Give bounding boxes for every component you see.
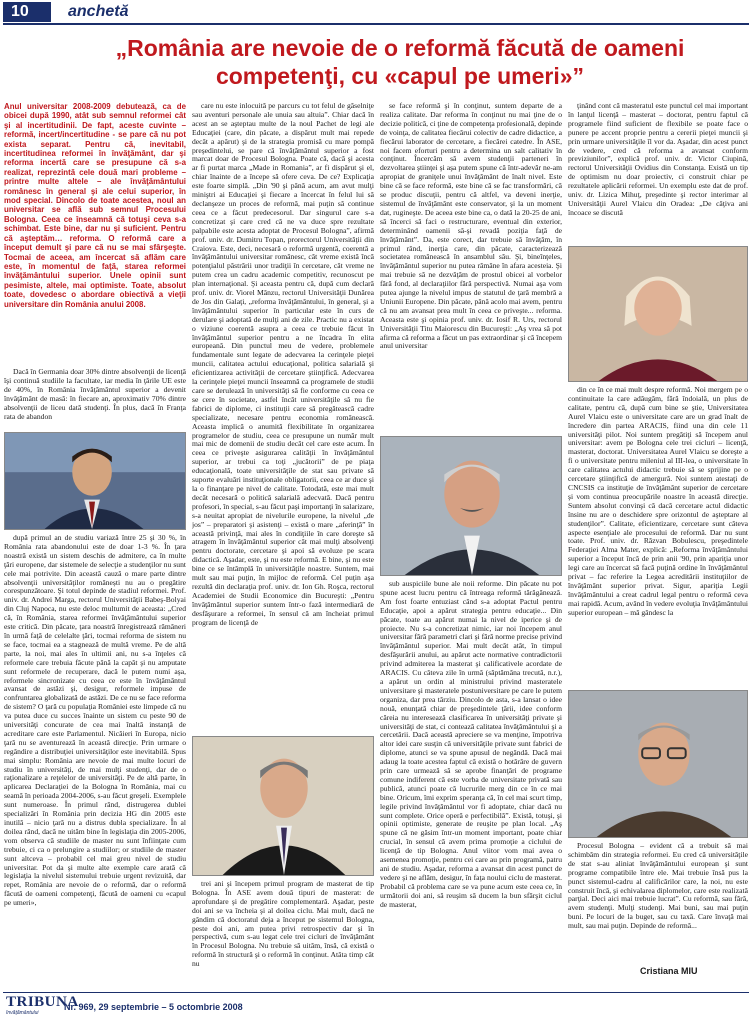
col4-bottom-text: Procesul Bologna – evident că a trebuit să mai schimbăm din strategia reformei. Eu cred că universităţile de stat s-au aliniat învăţământului european şi sunt programe compatibile între ele. Mai trebuie însă pus la punct sistemul-cadru al calificărilor care, la noi, nu este construit încă, şi echivalarea diplomelor, care este realizată parţial. Deci aici mai trebuie lucrat”. Cu reformă, sau fără, avem studenţi. Mulţi studenţi. Mai buni, sau mai puţin buni. Pe locuri de la buget, sau cu taxă. Care învaţă mai mult, sau mai puţin. Depinde de reformă... — [568, 842, 748, 931]
col2-top-text: care nu este inlocuită pe parcurs cu tot felul de găselniţe sau aventuri personale ale unuia sau altuia”. Chiar dacă în acest an se aşteptau multe de la noul Pachet de legi ale Educaţiei (care, din păcate, a dispărut mult mai repede decât a apărut) şi de la strategia promisă cu mare pompă preşedintelui, se pare că învăţământul superior a fost marcat doar de Procesul Bologna. Poate că, dacă şi acesta ar fi purtat marca „Made in Romania”, ar fi dispărut şi el, chiar înainte de a începe să ofere ceva. De ce? Explicaţia este foarte simplă. „Din '90 şi până acum, am avut mulţi miniştri ai Educaţiei şi fiecare a încercat în felul lui să declanşeze un proces de reformă, mai puţin să continue ceea ce a făcut predecesorul. Dar singurul care s-a concretizat şi care cred că ne va duce spre rezultate palpabile este acesta adoptat de Procesul Bologna”, afirmă prof. univ. dr. Dumitru Topan, prorectorul Universităţii din Craiova. Este, deci, necesară o reformă urgentă, coerentă a învăţământului universitar românesc, cât vreme există încă potenţialul păstrării unor tradiţii în cercetare, cât vreme ne putem crea un cadru academic competitiv, recunoscut pe plan internaţional. Şi aceasta pentru că, după cum declară prof. univ. dr. Viorel Mânzu, rectorul Universităţii Dunărea de Jos din Galaţi, „reforma învăţământului, în general, şi a învăţământului superior în particular este în curs de derulare şi adoptată de mulţi ani de zile. Practic nu a existat o viziune coerentă asupra a ceea ce trebuie făcut în învăţământul superior pentru a ne încadra în elita europeană. Din punctul meu de vedere, problemele fundamentale sunt legate de adecvarea la cerinţele pieţei muncii, calitatea actului educaţional, politica salarială şi eficientizarea activităţii de cercetare ştiinţifică. Adecvarea la cerinţele pieţei muncii înseamnă ca programele de studii care se derulează în universităţi să fie conforme cu ceea ce se cere în societate, astfel încât universităţile să nu fie fabrici de diplome, ci instituţii care să pregătească cadre specializate, necesare pentru economia românească. Aceasta implică o anumită flexibilitate în organizarea programelor de studiu, ceea ce presupune un număr mult mai mic de domenii de studiu decât cel care este acum. În ceea ce priveşte asigurarea calităţii în învăţământul superior, ar trebui ca toţi „jucătorii” de pe piaţa educaţională, toate universităţile de stat sau private să suporte evaluări instituţionale obligatorii, ceea ce ar duce şi la o finanţare pe nivel de calitate. Totodată, este mai mult decât necesară o politică salarială adecvată. Dacă pentru profesori, în special, s-au făcut paşi importanţi în salarizare, s-a neuitat apropiat de nivelurile europene, la nivelul „de jos” – preparatori şi asistenţi – există o mare „aferinţă” în această privinţă, mai ales în condiţiile în care doreşte să atragem în învăţământul superior cât mai mulţi absolvenţi pentru doctorate, cercetare şi apoi să evoluze pe scara didactică. Aşadar, este, şi nu este reformă. E bine, şi nu este bine ce se întâmplă în universităţile noastre. Suntem, mai mult sau mai puţin, în mijloc de reformă. Cel puţin aşa rezultă din declaraţia prof. univ. dr. Ion Gh. Roşca, rectorul Academiei de Studii Economice din Bucureşti: „Pentru învăţământul superior suntem într-o fază intermediară de desfăşurare a reformei, în sensul că am încheiat primul program de licenţă de — [192, 102, 374, 627]
portrait-photo-2 — [193, 737, 373, 875]
col1-bottom-text: după primul an de studiu variază între 25 şi 30 %, în România rata abandonului este de doar 1-3 %. În ţara noastră există un sistem deschis de admitere, ca în multe ţări europene, dar sistemele de selecţie a studenţilor nu sunt cele mai potrivite. Din această cauză o mare parte dintre absolvenţii universităţilor românești nu au o pregătire corespunzătoare. Şi totul depinde de stadiul reformei. Prof. univ. dr. Andrei Marga, rectorul Universităţii Babeş-Bolyai din Cluj Napoca, nu este deloc multumit de aceasta: „Cred că, în România, starea reformei învăţământului superior este critică. Din păcate, ţara noastră înregistrează rămâneri în urmă faţă de celelalte ţări, tocmai reforma de sistem nu se face, tocmai ea a stagnează de multă vreme. Pe de altă parte, la noi, mai ales în ultimii ani, nu s-a înţeles că reformele care trebuia făcute până la capăt şi nu amputate sunt reformele de recuperare, dacă le putem numi aşa, reformele sincronizate cu ceea ce este în învăţământul avansat de astăzi şi, desigur, reformele impuse de confruntarea globalizată de astăzi. De ce nu se face reforma de sistem? O ţară cu populaţia României este limpede că nu va putea duce cu succes înainte un sistem cu peste 90 de universităţi concurate de cea mai înaltă instanţă de acreditare care este Parlamentul. Nicăieri în Europa, nicio ţară nu se aventurează în această direcţie. Prin urmare o regândire a distribuţiei universităţilor este inevitabilă. Spus mai simplu: România are nevoie de mai multe locuri de studiu în universităţi, de mai mulţi studenţi, dar de o raţionalizare a reţelelor de universităţi. Pe de altă parte, în aplicarea Declaraţiei de la Bologna în România, mai cu seamă în perioada 2004-2006, s-au făcut greşeli. Exemplele sunt numeroase. În primul rând, distrugerea dublei specializări în România prin decizia HG din 2005 este inutilă – nicio ţară nu a distrus dubla specializare. În al doilea rând, dacă ne uităm bine în legislaţia din 2005-2006, vom observa că studiile de master nu sunt înfiinţate cum trebuie, ci ca o prelungire a studiilor; or studiile de master sunt altceva – probabil cel mai greu nivel de studiu universitar. Pot da şi multe alte exemple care arată că legislaţia la nivelul sistemului trebuie urgent revizuită, dar repet, România are nevoie de o reformă, dar o reformă făcută de oameni competenţi, făcută de oameni cu «capul pe umeri», — [4, 534, 186, 908]
portrait-photo-3 — [381, 437, 561, 575]
lead-text: Anul universitar 2008-2009 debutează, ca de obicei după 1990, atât sub semnul reformei cât şi al incertitudinii. De fapt, aceste cuvinte – reformă, incert/incertitudine - se pare că nu pot exista separat. Pentru că, inevitabil, incertitudinea reformei în învăţământ, dar şi reforma incertă care se presupune că s-a realizat, reprezintă cele două mari probleme – printre multe altele – ale învăţământului românesc în general şi ale celui superior, în mod special. Dincolo de toate acestea, noul an universitar se află sub semnul Procesului Bologna. Ceea ce înseamnă că totuşi ceva s-a schimbat. Este bine, dar nu şi suficient. Pentru că aşteptăm… reforma. O reformă care a început demult şi pare că nu se mai sfârşeşte. Tocmai de aceea, am încercat să aflăm care este, în momentul de faţă, starea reformei învăţământului superior. Unele opinii sunt pesimiste, altele, mai optimiste. Toate, absolut toate, dovedesc o abordare obiectivă a vieţii universitare din România anului 2008. — [4, 102, 186, 309]
headline: „România are nevoie de o reformă făcută de oameni competenţi, cu «capul pe umeri»” — [115, 35, 685, 89]
logo-sub-text: învăţământului — [6, 1010, 39, 1016]
photo-razvan-bobulescu — [568, 690, 748, 838]
issue-info: Nr. 969, 29 septembrie – 5 octombrie 2008 — [64, 1002, 243, 1012]
col3-bottom-text: sub auspiciile bune ale noii reforme. Din păcate nu pot spune acest lucru pentru că întreaga reformă tărăgănează. Am fost foarte entuziast când s-a adoptat Pactul pentru Educaţie, apoi a apărut strategia pentru educaţie... Din păcate, toate au apărut numai la nivel de iperice şi de proiecte. Nu s-a concretizat nimic, iar noi începem anul universitar fără parametri clari şi fără norme precise privind învăţământul superior. Mai mult decât atât, în timpul desfăşurării anului, au apărut acte normative contradictorii privind admiterea la masterat şi calificativele acordate de ARACIS. Cu câteva zile în urmă (săptămâna trecută, n.r.), a apărut un ordin al ministrului privind masteratele universitare şi masteratele postuniversitare pe care le putem organiza, dar prea târziu. Dincolo de asta, s-a lansat o idee nouă, enunţată chiar de preşedintele ţării, idee conform căreia nu interesează clasificarea în universităţi private şi universităţi de stat, ci contează calitatea învăţământului şi a cercetării. Dacă această apreciere se va menţine, împotriva altor idei care susţin că universităţile private sunt fabrici de diplome, atunci se va spune apusul de negândă. Dacă mai adaug la toate acestea faptul că există o hotărâre de guvern prin care urmează să se aprobe finanţări de programe comune indiferent că este vorba de universitate privată sau publică, atunci poate că lucrurile merg din ce în ce mai bine. Oricum, îmi exprim speranţa că, în cel mai scurt timp, legile privind învăţământul vor fi adoptate, chiar dacă nu sunt complete. Orice operă e perfectibilă”. Există, totuşi, şi opinii optimiste, generate de reuşite pe plan local. „Aş spune că ne găsim într-un moment important, poate chiar crucial, în sensul că avem prima promoţie a ciclului de licenţă de tip Bologna. Anul viitor vom mai avea o asemenea promoţie, pentru cei care au prin programă, patru ani de studiu. Aşadar, reforma a avansat din acest punct de vedere şi ne aflăm, desigur, în faţa noului ciclu de masterat. Probabil că problema care se va pune acum este ceea ce, în următorii doi ani, să reuşim să ducem la bun sfârşit ciclul de masterat, — [380, 580, 562, 909]
col2-bottom — [192, 880, 374, 988]
col4-top — [568, 102, 748, 242]
col3-bottom — [380, 580, 562, 988]
header-rule — [3, 23, 749, 25]
col3-top-text: se face reformă şi în conţinut, suntem departe de a realiza calitate. Dar reforma în conţinut nu mai ţine de o decizie politică, ci ţine de competenţa profesională, depinde de voinţa, de calitatea fiecărui colectiv de cadre didactice, a fiecărui laborator de cercetare, a fiecărei catedre. În ASE, noi facem eforturi pentru a determina un salt calitativ în conţinut. Încercăm să avem studenţii parteneri în dezvoltarea ştiinţei şi aşa putem spune că într-adevăr ne-am apropiat de graniţele unui învăţământ de înalt nivel. Este bine că se face reformă, este bine că se fac transformări, că se produc discuţii, pentru că altfel, va deveni inerţie, sistemul de învăţământ este conservator, şi la un moment dat, rugineşte. De aceea este bine ca, o dată la 20-25 de ani, să încerci să faci o restructurare, eventual din exterior, determinând oamenii să-şi revadă poziţia faţă de învăţământ”. Da, este corect, dar trebuie să învăţăm, în primul rând, inerţia care, din păcate, caracterizează societatea românească în ansamblul său. Şi, bineînţeles, învăţământul superior nu putea rămâne în afara acesteia. Şi mai trebuie să ne dezvăţăm de prostul obicei al vorbelor fără fond, al declaraţiilor fără perspectivă. Numai aşa vom putea ajunge la nivelul impus de statutul de ţară membră a Uniunii Europene. Din păcate, până acolo mai avem, pentru că nu am avansat prea mult în ceea ce priveşte... reforma. Aceasta este şi opinia prof. univ. dr. Iosif R. Urs, rectorul Universităţii Titu Maiorescu din Bucureşti: „Aş vrea să pot afirma că reforma a făcut un pas extraordinar şi că începem anul universitar — [380, 102, 562, 351]
col3-top — [380, 102, 562, 432]
publication-logo — [6, 994, 79, 1021]
col1-top-text: Dacă în Germania doar 30% dintre absolvenţii de licenţă îşi continuă studiile la facultate, iar media în ţările UE este de 40%, în România învăţământul superior a devenit învăţământ de masă: în fiecare an, aproximativ 70% dintre absolvenţii de liceu dată studenţi. În plus, dacă în Franţa rata de abandon — [4, 368, 186, 421]
page-header — [0, 0, 752, 24]
col1-bottom — [4, 534, 186, 988]
portrait-photo-5 — [569, 691, 747, 837]
lead-paragraph — [4, 102, 186, 364]
col4-middle — [568, 386, 748, 686]
col4-middle-text: din ce în ce mai mult despre reformă. Noi mergem pe o continuitate la care adăugăm, fără îndoială, un plus de calitate, pentru că, după cum bine se ştie, Universitatea Aurel Vlaicu este o universitate care are un grad înalt de încredere din partea ARACIS, fiind una din cele 11 universităţi pilot. Noi suntem pregătiţi să începem anul universitar: avem pe Bologna cele trei cicluri – licenţă, masterat, doctorat. Universitatea Aurel Vlaicu se doreşte a fi o universitate pentru mileniul al III-lea, o universitate în care calitatea actului didactic trebuie să se sprijine pe o cercetare ştiinţifică de amergură. Noi suntem atestaţi de CNCSIS ca instituţie de învăţământ superior de cercetare şi vom continua preocupările noastre în această direcţie. Suntem absolut convinşi că dacă cercetare actul didactic însine nu are o deschidere spre orizontul de aşteptare al studenţilor”. Calitate, eficientizare, cercetare sunt câteva aspecte esenţiale ale procesului de reformă. Dar nu sunt toate. Prof. univ. dr. Răzvan Bobulescu, preşedintele Federaţiei Alma Mater, explică: „Reforma învăţământului superior a început încă de prin anii '90, prin apariţia unor legi care au încercat să facă puţină ordine în învăţământul privat – fac referire la Legea acreditării instituţiilor de învăţământ superior privat. Sigur, apariţia Legii învăţământului a creat cadrul legal pentru o reformă ceva mai rapidă. Acum, având în vedere evoluţia învăţământului superior european – mă gândesc la — [568, 386, 748, 617]
portrait-photo-4 — [569, 247, 747, 381]
photo-ion-rosca — [192, 736, 374, 876]
footer-rule — [3, 992, 749, 993]
col4-bottom — [568, 842, 748, 964]
page-number: 10 — [3, 2, 51, 22]
portrait-photo-1 — [5, 433, 185, 529]
logo-main-text: TRIBUNA — [6, 994, 79, 1010]
col2-bottom-text: trei ani şi începem primul program de masterat de tip Bologna. În ASE avem două tipuri de masterat: de aprofundare şi de pregătire complementară. Aşadar, peste doi ani se va încheia şi al doilea ciclu. Mai mult, dacă ne gândim că doctoratul deja a început pe sistemul Bologna, peste doi ani, am putea privi retrospectiv dar şi în perspectivă, cum s-au legat cele trei cicluri de învăţământ în Procesul Bologna. Nu trebuie să uităm, însă, că există o reformă în structură şi o reformă în conţinut. Atâta timp cât nu — [192, 880, 374, 969]
photo-lizica-mihut — [568, 246, 748, 382]
section-title: anchetă — [68, 3, 129, 20]
col2-top — [192, 102, 374, 732]
col1-top — [4, 368, 186, 430]
author-signature: Cristiana MIU — [640, 966, 698, 976]
photo-iosif-urs — [380, 436, 562, 576]
photo-andrei-marga — [4, 432, 186, 530]
col4-top-text: ţinând cont că masteratul este punctul cel mai important în lanţul licenţă – masterat – doctorat, pentru faptul că programele fiind suficient de flexibile se poate face o punere pe accent proprie pentru a cererii pieţei muncii şi prin urmare universităţile îl vor da. Aşadar, din acest punct de vedere, cred că reforma a avansat conform previziunilor”, explică prof. univ. dr. Victor Ciupină, rectorul Universităţii Ovidius din Constanţa. Există un tip de optimism nu doar proiectiv, ci construit chiar pe rezultatele aplicării reformei. Un exemplu este dat de prof. univ. dr. Lizica Mihuţ, preşedinte şi rector interimar al Universităţii Aurel Vlaicu din Oradea: „De câţiva ani încoace se discută — [568, 102, 748, 217]
